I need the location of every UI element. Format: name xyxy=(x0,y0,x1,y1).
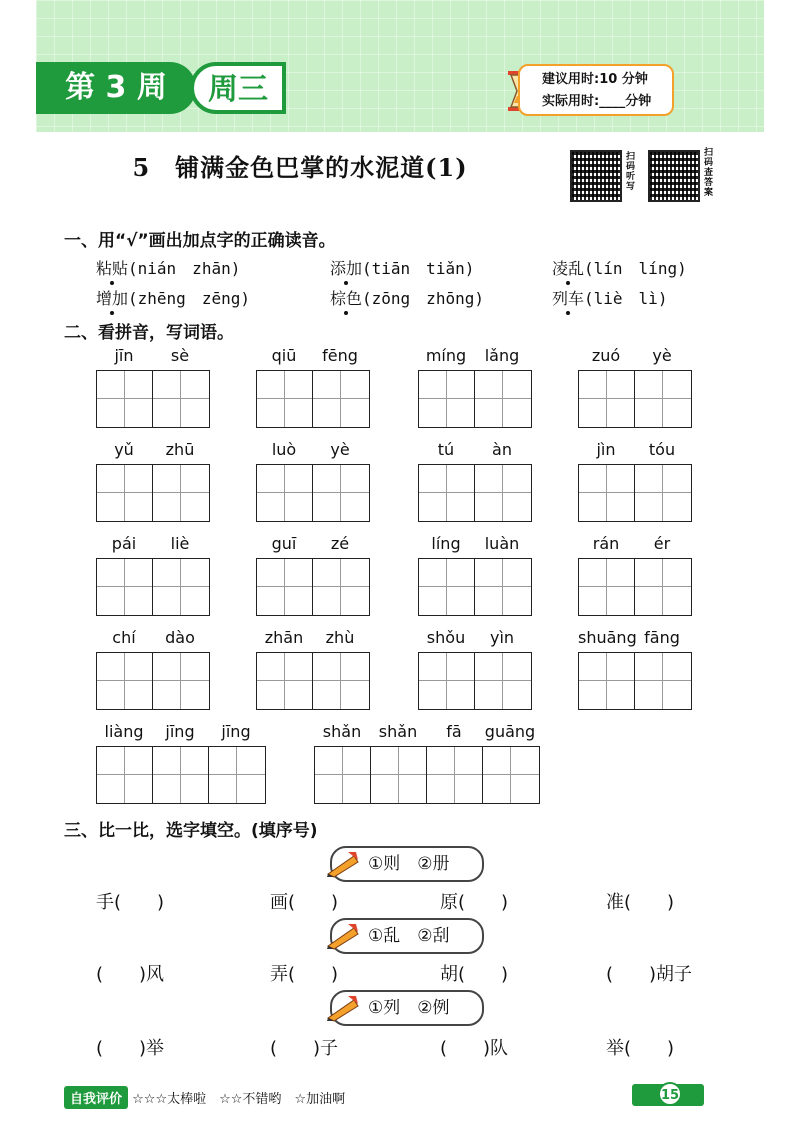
item-word: 凌乱 xyxy=(552,256,584,279)
writing-grid[interactable] xyxy=(418,370,532,428)
pinyin-label: tú xyxy=(437,440,455,459)
pinyin-label: tóu xyxy=(648,440,676,459)
pinyin-label: yè xyxy=(652,346,672,365)
writing-grid[interactable] xyxy=(96,370,210,428)
fill-blank[interactable]: 画( ) xyxy=(270,892,339,913)
pinyin-label: zhū xyxy=(165,440,195,459)
item-options: (nián zhān) xyxy=(128,259,241,278)
reading-item xyxy=(96,286,250,309)
writing-cell[interactable] xyxy=(371,747,427,803)
qr-code-dictation[interactable] xyxy=(570,150,622,202)
writing-grid[interactable] xyxy=(314,746,540,804)
pinyin-label: fēng xyxy=(322,346,358,365)
writing-cell[interactable] xyxy=(97,371,153,427)
writing-cell[interactable] xyxy=(257,371,313,427)
writing-cell[interactable] xyxy=(579,371,635,427)
fill-blank[interactable]: ( )胡子 xyxy=(606,964,693,985)
writing-cell[interactable] xyxy=(579,559,635,615)
page-number: 15 xyxy=(658,1082,682,1106)
suggested-time: 建议用时:10 分钟 xyxy=(542,72,648,87)
writing-cell[interactable] xyxy=(419,653,475,709)
pinyin-label: zé xyxy=(330,534,350,553)
choice-box: ①则 ②册 xyxy=(330,846,484,882)
item-options: (tiān tiǎn) xyxy=(362,259,475,278)
item-word: 棕色 xyxy=(330,286,362,309)
item-word: 添加 xyxy=(330,256,362,279)
pinyin-label: míng xyxy=(425,346,467,365)
writing-cell[interactable] xyxy=(419,559,475,615)
pinyin-label: shuāng xyxy=(578,628,637,647)
pinyin-label: shǎn xyxy=(322,722,362,741)
writing-cell[interactable] xyxy=(97,465,153,521)
writing-cell[interactable] xyxy=(153,371,209,427)
pinyin-label: jìn xyxy=(596,440,616,459)
writing-grid[interactable] xyxy=(256,370,370,428)
pencil-icon xyxy=(326,922,360,950)
fill-blank[interactable]: 手( ) xyxy=(96,892,165,913)
item-word: 粘贴 xyxy=(96,256,128,279)
writing-cell[interactable] xyxy=(209,747,265,803)
writing-grid[interactable] xyxy=(96,464,210,522)
writing-grid[interactable] xyxy=(256,558,370,616)
pinyin-label: yìn xyxy=(489,628,515,647)
writing-grid[interactable] xyxy=(96,558,210,616)
writing-cell[interactable] xyxy=(313,371,369,427)
pinyin-label: shǎn xyxy=(378,722,418,741)
pinyin-label: yè xyxy=(330,440,350,459)
pinyin-label: ér xyxy=(653,534,671,553)
item-word: 列车 xyxy=(552,286,584,309)
choice-box: ①乱 ②刮 xyxy=(330,918,484,954)
pinyin-label: yǔ xyxy=(114,440,134,459)
qr-label-dictation: 扫码听写 xyxy=(626,152,636,192)
fill-blank[interactable]: ( )风 xyxy=(96,964,165,985)
writing-cell[interactable] xyxy=(579,465,635,521)
writing-cell[interactable] xyxy=(97,559,153,615)
section3-heading: 三、比一比，选字填空。(填序号) xyxy=(64,821,318,841)
section1-heading: 一、用“√”画出加点字的正确读音。 xyxy=(64,231,336,251)
section2-heading: 二、看拼音，写词语。 xyxy=(64,323,234,343)
writing-cell[interactable] xyxy=(635,371,691,427)
writing-grid[interactable] xyxy=(96,746,266,804)
item-word: 增加 xyxy=(96,286,128,309)
writing-grid[interactable] xyxy=(96,652,210,710)
reading-item xyxy=(552,286,667,309)
writing-cell[interactable] xyxy=(257,465,313,521)
fill-blank[interactable]: ( )举 xyxy=(96,1038,165,1059)
pinyin-label: pái xyxy=(111,534,137,553)
reading-item xyxy=(96,256,240,279)
writing-grid[interactable] xyxy=(418,652,532,710)
pinyin-label: líng xyxy=(431,534,461,553)
writing-grid[interactable] xyxy=(578,652,692,710)
actual-time: 实际用时:____分钟 xyxy=(542,94,652,109)
pencil-icon xyxy=(326,850,360,878)
self-evaluation-options: ☆☆☆太棒啦 ☆☆不错哟 ☆加油啊 xyxy=(132,1092,346,1107)
pinyin-label: chí xyxy=(112,628,136,647)
writing-cell[interactable] xyxy=(483,747,539,803)
fill-blank[interactable]: 胡( ) xyxy=(440,964,509,985)
writing-grid[interactable] xyxy=(256,464,370,522)
pinyin-label: luò xyxy=(271,440,297,459)
pinyin-label: shǒu xyxy=(426,628,466,647)
writing-cell[interactable] xyxy=(153,465,209,521)
writing-cell[interactable] xyxy=(97,747,153,803)
writing-cell[interactable] xyxy=(419,465,475,521)
pinyin-label: lǎng xyxy=(484,346,520,365)
writing-cell[interactable] xyxy=(635,559,691,615)
pinyin-label: guāng xyxy=(484,722,536,741)
writing-cell[interactable] xyxy=(313,653,369,709)
reading-item xyxy=(330,286,484,309)
pinyin-label: dào xyxy=(165,628,195,647)
pinyin-label: luàn xyxy=(484,534,520,553)
fill-blank[interactable]: ( )子 xyxy=(270,1038,339,1059)
pinyin-label: liè xyxy=(170,534,190,553)
fill-blank[interactable]: 原( ) xyxy=(440,892,509,913)
pinyin-label: jīng xyxy=(221,722,251,741)
writing-cell[interactable] xyxy=(257,653,313,709)
pinyin-label: sè xyxy=(170,346,190,365)
writing-grid[interactable] xyxy=(418,558,532,616)
writing-cell[interactable] xyxy=(313,559,369,615)
writing-cell[interactable] xyxy=(313,465,369,521)
fill-blank[interactable]: 弄( ) xyxy=(270,964,339,985)
writing-grid[interactable] xyxy=(578,464,692,522)
fill-blank[interactable]: 举( ) xyxy=(606,1038,675,1059)
pinyin-label: zhān xyxy=(264,628,304,647)
writing-cell[interactable] xyxy=(475,653,531,709)
pinyin-label: fāng xyxy=(644,628,680,647)
writing-cell[interactable] xyxy=(97,653,153,709)
pinyin-label: liàng xyxy=(104,722,144,741)
pinyin-label: jīng xyxy=(165,722,195,741)
reading-item xyxy=(552,256,687,279)
reading-item xyxy=(330,256,474,279)
item-options: (lín líng) xyxy=(584,259,687,278)
day-badge: 周三 xyxy=(190,62,286,114)
pencil-icon xyxy=(326,994,360,1022)
pinyin-label: zuó xyxy=(591,346,621,365)
writing-cell[interactable] xyxy=(315,747,371,803)
pinyin-label: jīn xyxy=(114,346,134,365)
choice-box: ①列 ②例 xyxy=(330,990,484,1026)
writing-grid[interactable] xyxy=(256,652,370,710)
writing-grid[interactable] xyxy=(578,370,692,428)
fill-blank[interactable]: 准( ) xyxy=(606,892,675,913)
writing-cell[interactable] xyxy=(153,653,209,709)
week-badge: 第 3 周 xyxy=(36,62,196,114)
pinyin-label: qiū xyxy=(271,346,297,365)
item-options: (zhēng zēng) xyxy=(128,289,250,308)
writing-grid[interactable] xyxy=(418,464,532,522)
pinyin-label: zhù xyxy=(325,628,355,647)
pinyin-label: àn xyxy=(492,440,512,459)
qr-code-answers[interactable] xyxy=(648,150,700,202)
fill-blank[interactable]: ( )队 xyxy=(440,1038,509,1059)
writing-cell[interactable] xyxy=(153,559,209,615)
writing-cell[interactable] xyxy=(427,747,483,803)
writing-cell[interactable] xyxy=(635,465,691,521)
writing-cell[interactable] xyxy=(635,653,691,709)
pinyin-label: guī xyxy=(271,534,297,553)
item-options: (zōng zhōng) xyxy=(362,289,484,308)
pinyin-label: rán xyxy=(592,534,620,553)
writing-cell[interactable] xyxy=(153,747,209,803)
qr-label-answers: 扫码查答案 xyxy=(704,148,714,198)
writing-grid[interactable] xyxy=(578,558,692,616)
writing-cell[interactable] xyxy=(475,465,531,521)
writing-cell[interactable] xyxy=(579,653,635,709)
writing-cell[interactable] xyxy=(419,371,475,427)
self-evaluation xyxy=(64,1086,345,1109)
writing-cell[interactable] xyxy=(257,559,313,615)
writing-cell[interactable] xyxy=(475,371,531,427)
item-options: (liè lì) xyxy=(584,289,668,308)
self-evaluation-label: 自我评价 xyxy=(64,1086,128,1109)
writing-cell[interactable] xyxy=(475,559,531,615)
pinyin-label: fā xyxy=(446,722,462,741)
time-box xyxy=(518,64,674,116)
lesson-title: 5 铺满金色巴掌的水泥道(1) xyxy=(132,153,468,182)
